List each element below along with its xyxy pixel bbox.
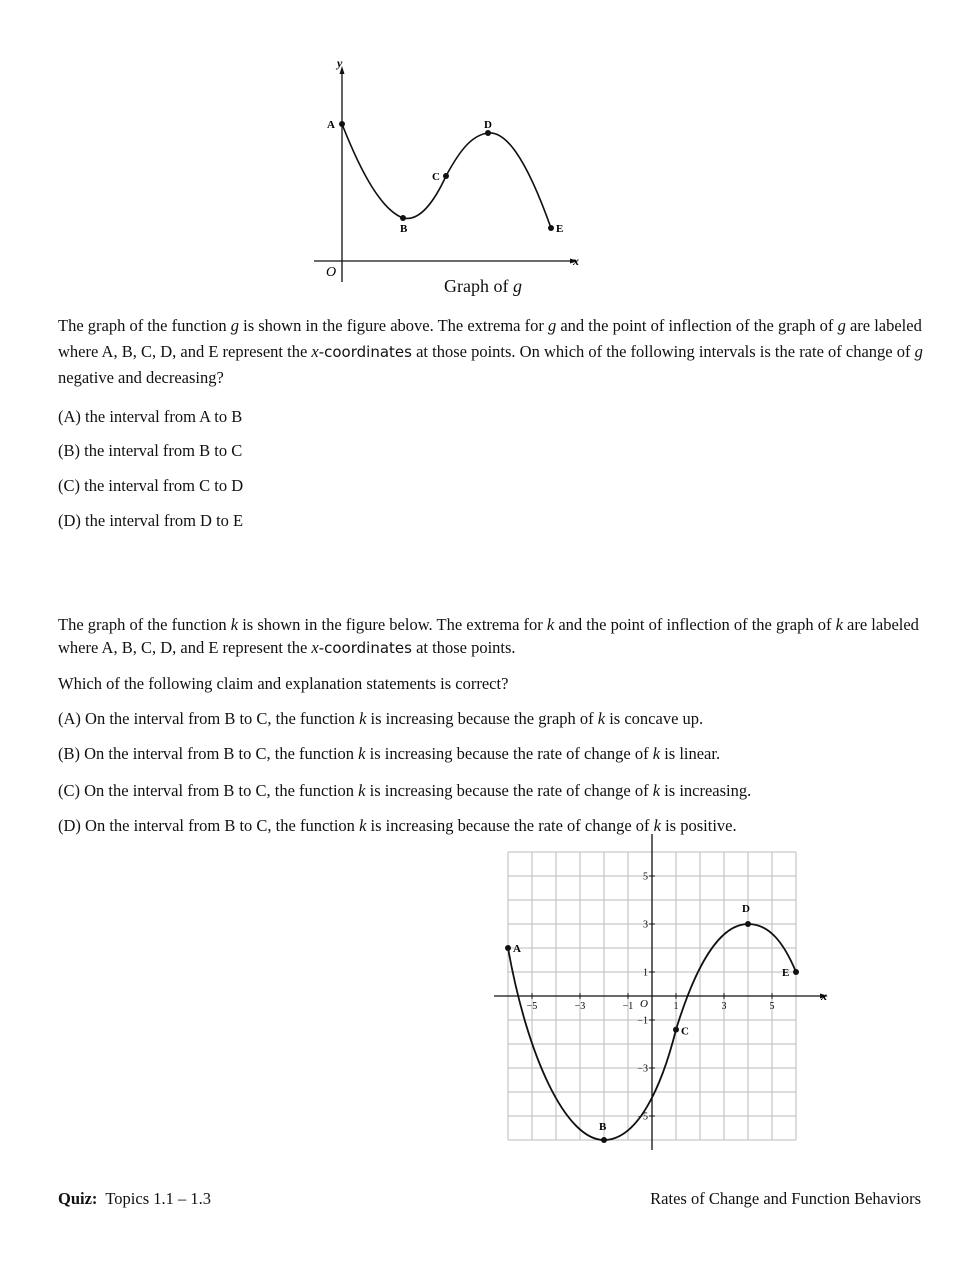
graph-k-axes (494, 834, 828, 1150)
y-tick-label: −3 (637, 1063, 648, 1075)
graph-g-label-b: B (400, 223, 408, 235)
graph-g-x-label: x (573, 254, 579, 268)
graph-g-caption-func: g (512, 276, 522, 296)
graph-g-point-e (548, 225, 554, 231)
graph-g-y-label: y (337, 56, 343, 70)
graph-g-point-b (400, 215, 406, 221)
x-tick-label: −1 (622, 1001, 634, 1012)
footer-quiz-label: Quiz: (58, 1189, 98, 1208)
graph-k-point-c (673, 1027, 679, 1033)
y-tick-label: −1 (637, 1015, 648, 1027)
graph-g-caption-text: Graph of (444, 276, 509, 296)
question-1-stem: The graph of the function g is shown in the figure above. The extrema for g and the point of inflection of the graph of g are labeled where A, B, C, D, and E represent the x-coordinates at those points. On which of the following intervals is the rate of change of g negative and decreasing? (58, 316, 923, 387)
question-1-option-b[interactable]: (B) the interval from B to C (58, 441, 243, 460)
question-1-option-a[interactable]: (A) the interval from A to B (58, 407, 243, 426)
graph-k-label-c: C (681, 1025, 689, 1038)
graph-k-tick-labels (527, 872, 775, 1123)
footer-topics: Topics 1.1 – 1.3 (105, 1189, 212, 1208)
question-2-prompt: Which of the following claim and explanation statements is correct? (58, 674, 509, 693)
question-1-option-c[interactable]: (C) the interval from C to D (58, 476, 244, 495)
footer-left (58, 1189, 211, 1209)
question-2-option-c[interactable]: (C) On the interval from B to C, the function k is increasing because the rate of change of k is increasing. (58, 781, 752, 800)
y-tick-label: −5 (637, 1111, 648, 1123)
x-tick-label: 5 (769, 1001, 775, 1012)
graph-g-label-d: D (484, 119, 492, 131)
graph-g-caption (444, 276, 522, 297)
question-2-option-b[interactable]: (B) On the interval from B to C, the function k is increasing because the rate of change of k is linear. (58, 744, 721, 763)
question-1-option-d[interactable]: (D) the interval from D to E (58, 511, 244, 530)
graph-k-origin: O (640, 998, 648, 1010)
graph-k-label-d: D (742, 903, 750, 915)
graph-k-point-e (793, 969, 799, 975)
y-tick-label: 3 (643, 919, 648, 931)
graph-k-point-b (601, 1137, 607, 1143)
x-tick-label: 3 (721, 1001, 727, 1012)
graph-k-label-b: B (599, 1121, 607, 1133)
graph-k-label-a: A (513, 943, 521, 955)
question-2-stem: The graph of the function k is shown in the figure below. The extrema for k and the point of inflection of the graph of k are labeled where A, B, C, D, and E represent the x-coordinates at those points. (58, 615, 919, 657)
footer-right: Rates of Change and Function Behaviors (650, 1189, 921, 1208)
x-tick-label: 1 (673, 1001, 679, 1012)
graph-g-label-e: E (556, 223, 564, 235)
graph-g-label-c: C (432, 171, 440, 183)
graph-g-point-a (339, 121, 345, 127)
graph-g-label-a: A (327, 119, 335, 131)
graph-g-point-c (443, 173, 449, 179)
x-tick-label: −5 (526, 1001, 538, 1012)
graph-k-figure (490, 832, 840, 1154)
question-2-option-a[interactable]: (A) On the interval from B to C, the function k is increasing because the graph of k is concave up. (58, 709, 704, 728)
y-tick-label: 5 (643, 871, 648, 883)
question-2-option-d[interactable]: (D) On the interval from B to C, the function k is increasing because the rate of change of k is positive. (58, 816, 737, 835)
graph-g-figure (300, 50, 600, 300)
x-tick-label: −3 (574, 1001, 586, 1012)
graph-k-x-label: x (821, 989, 827, 1003)
graph-k-point-a (505, 945, 511, 951)
graph-k-point-d (745, 921, 751, 927)
graph-g-origin: O (326, 265, 337, 280)
y-tick-label: 1 (643, 967, 648, 979)
graph-k-label-e: E (782, 967, 790, 979)
